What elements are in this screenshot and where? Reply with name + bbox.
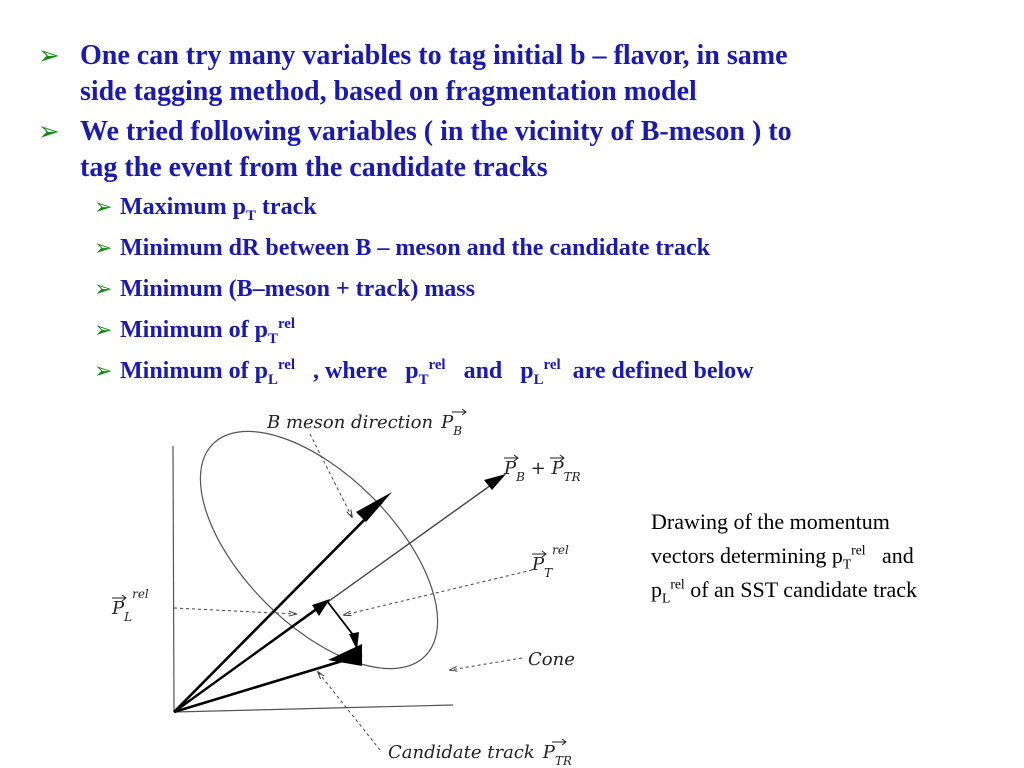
sub-bullet-min-mass: ➢ Minimum (B–meson + track) mass: [94, 276, 475, 302]
momentum-vector-diagram: [100, 400, 600, 768]
sub-bullet-max-pt: ➢ Maximum $p_T$ track: [94, 194, 317, 224]
bullet-arrow-icon: ➢: [38, 117, 60, 146]
label-pl-rel: $P_L^{rel}$: [112, 587, 149, 624]
bullet-tried-variables: [38, 114, 1008, 186]
label-cone: Cone: [528, 649, 575, 670]
bullet-arrow-icon: ➢: [94, 358, 113, 383]
sub-bullet-min-plrel: ➢ Minimum of $p_L^{rel}$ , where $p_T^{rel}$ and $p_L^{rel}$ are defined below: [94, 357, 754, 388]
cone-edge-left: [173, 446, 174, 712]
cone-ellipse: [160, 400, 478, 709]
cone-edge-bottom: [174, 705, 453, 712]
cone: [160, 400, 478, 712]
label-b-meson-direction: B meson direction $P_B$: [267, 412, 463, 438]
sub-bullet-min-dr: ➢ Minimum dR between B – meson and the candidate track: [94, 235, 711, 261]
leader-b-direction: [310, 434, 352, 517]
caption-line: Drawing of the momentum: [651, 509, 890, 534]
caption-line: vectors determining $p_T^{rel}$ and: [651, 542, 914, 572]
bullet-text: tag the event from the candidate tracks: [80, 152, 548, 183]
pl-rel-vector: [174, 605, 322, 712]
bullet-same-side-tagging: [38, 38, 1008, 110]
label-pt-rel: $P_T^{rel}$: [532, 543, 569, 580]
bullet-arrow-icon: ➢: [94, 317, 113, 342]
label-candidate-track: Candidate track $P_{TR}$: [388, 742, 572, 768]
label-b-plus-track: $P_B + P_{TR}$: [504, 458, 581, 484]
bullet-arrow-icon: ➢: [94, 276, 113, 301]
leader-lines: [174, 434, 532, 750]
bullet-text: side tagging method, based on fragmentation model: [80, 76, 697, 107]
sub-bullet-min-ptrel: ➢ Minimum of $p_T^{rel}$: [94, 316, 296, 347]
bullet-arrow-icon: ➢: [94, 194, 113, 219]
label-vector-arrows: [112, 409, 566, 745]
bullet-arrow-icon: ➢: [94, 235, 113, 260]
caption-line: $p_L^{rel}$ of an SST candidate track: [651, 576, 918, 606]
bullet-list: [38, 38, 1008, 386]
diagram-labels: [111, 412, 581, 768]
leader-pt-rel: [344, 570, 532, 615]
leader-cone: [450, 658, 522, 670]
bullet-text: One can try many variables to tag initial b – flavor, in same: [80, 40, 788, 71]
vectors: [174, 474, 506, 712]
b-meson-arrowhead: [356, 492, 392, 522]
bullet-text: We tried following variables ( in the vicinity of B-meson ) to: [80, 116, 792, 147]
leader-candidate-track: [318, 672, 380, 750]
vector-arrow-icon: [452, 409, 466, 415]
diagram-caption: [651, 505, 1021, 607]
bullet-arrow-icon: ➢: [38, 41, 60, 70]
